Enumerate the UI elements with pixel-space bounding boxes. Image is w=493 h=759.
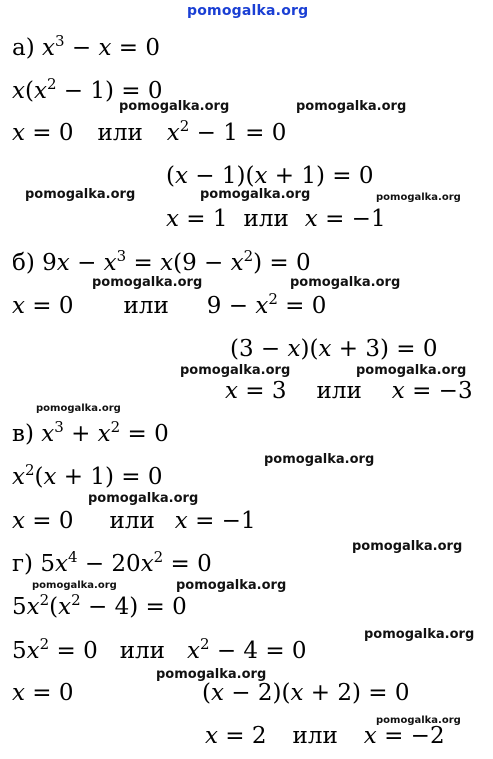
watermark: pomogalka.org [92,275,203,290]
watermark: pomogalka.org [200,187,311,202]
watermark: pomogalka.org [376,192,461,203]
part-v-label: в) [12,421,34,447]
part-v-split: x = 0 или x = −1 [12,508,256,534]
part-a-factored: $x(x^2 - 1) = 0$ [12,75,163,104]
part-b-split: x = 0 или $9 - x^2 = 0$ [12,290,327,319]
watermark: pomogalka.org [290,275,401,290]
watermark: pomogalka.org [296,99,407,114]
part-g-product: (x − 2)(x + 2) = 0 [202,680,410,706]
site-logo[interactable]: pomogalka.org [187,3,309,19]
watermark: pomogalka.org [376,715,461,726]
part-g-roots: x = 2 или x = −2 [205,723,445,749]
or-word: или [243,206,289,232]
part-g-x-zero: x = 0 [12,680,74,706]
part-a-equation: а) $x^3 - x = 0$ [12,32,160,61]
part-b-equation: б) $9x - x^3 = x(9 - x^2) = 0$ [12,247,311,276]
watermark: pomogalka.org [25,187,136,202]
watermark: pomogalka.org [88,491,199,506]
or-word: или [123,293,169,319]
part-g-split: $5x^2 = 0$ или $x^2 - 4 = 0$ [12,635,307,664]
part-a-product: (x − 1)(x + 1) = 0 [166,163,374,189]
part-g-factored: $5x^2(x^2 - 4) = 0$ [12,591,187,620]
watermark: pomogalka.org [180,363,291,378]
watermark: pomogalka.org [356,363,467,378]
part-b-product: (3 − x)(x + 3) = 0 [230,336,438,362]
watermark: pomogalka.org [176,578,287,593]
part-b-label: б) [12,250,35,276]
watermark: pomogalka.org [264,452,375,467]
watermark: pomogalka.org [364,627,475,642]
watermark: pomogalka.org [352,539,463,554]
or-word: или [109,508,155,534]
watermark: pomogalka.org [119,99,230,114]
part-g-label: г) [12,551,34,577]
or-word: или [97,120,143,146]
part-a-label: а) [12,35,35,61]
or-word: или [316,378,362,404]
watermark: pomogalka.org [32,580,117,591]
part-a-roots: x = 1 или x = −1 [166,206,386,232]
watermark: pomogalka.org [36,403,121,414]
watermark: pomogalka.org [156,667,267,682]
or-word: или [119,638,165,664]
part-b-roots: x = 3 или x = −3 [225,378,473,404]
or-word: или [292,723,338,749]
part-g-equation: г) $5x^4 - 20x^2 = 0$ [12,548,212,577]
part-a-split: x = 0 или $x^2 - 1 = 0$ [12,117,287,146]
part-v-factored: $x^2(x + 1) = 0$ [12,461,163,490]
part-v-equation: в) $x^3 + x^2 = 0$ [12,418,169,447]
